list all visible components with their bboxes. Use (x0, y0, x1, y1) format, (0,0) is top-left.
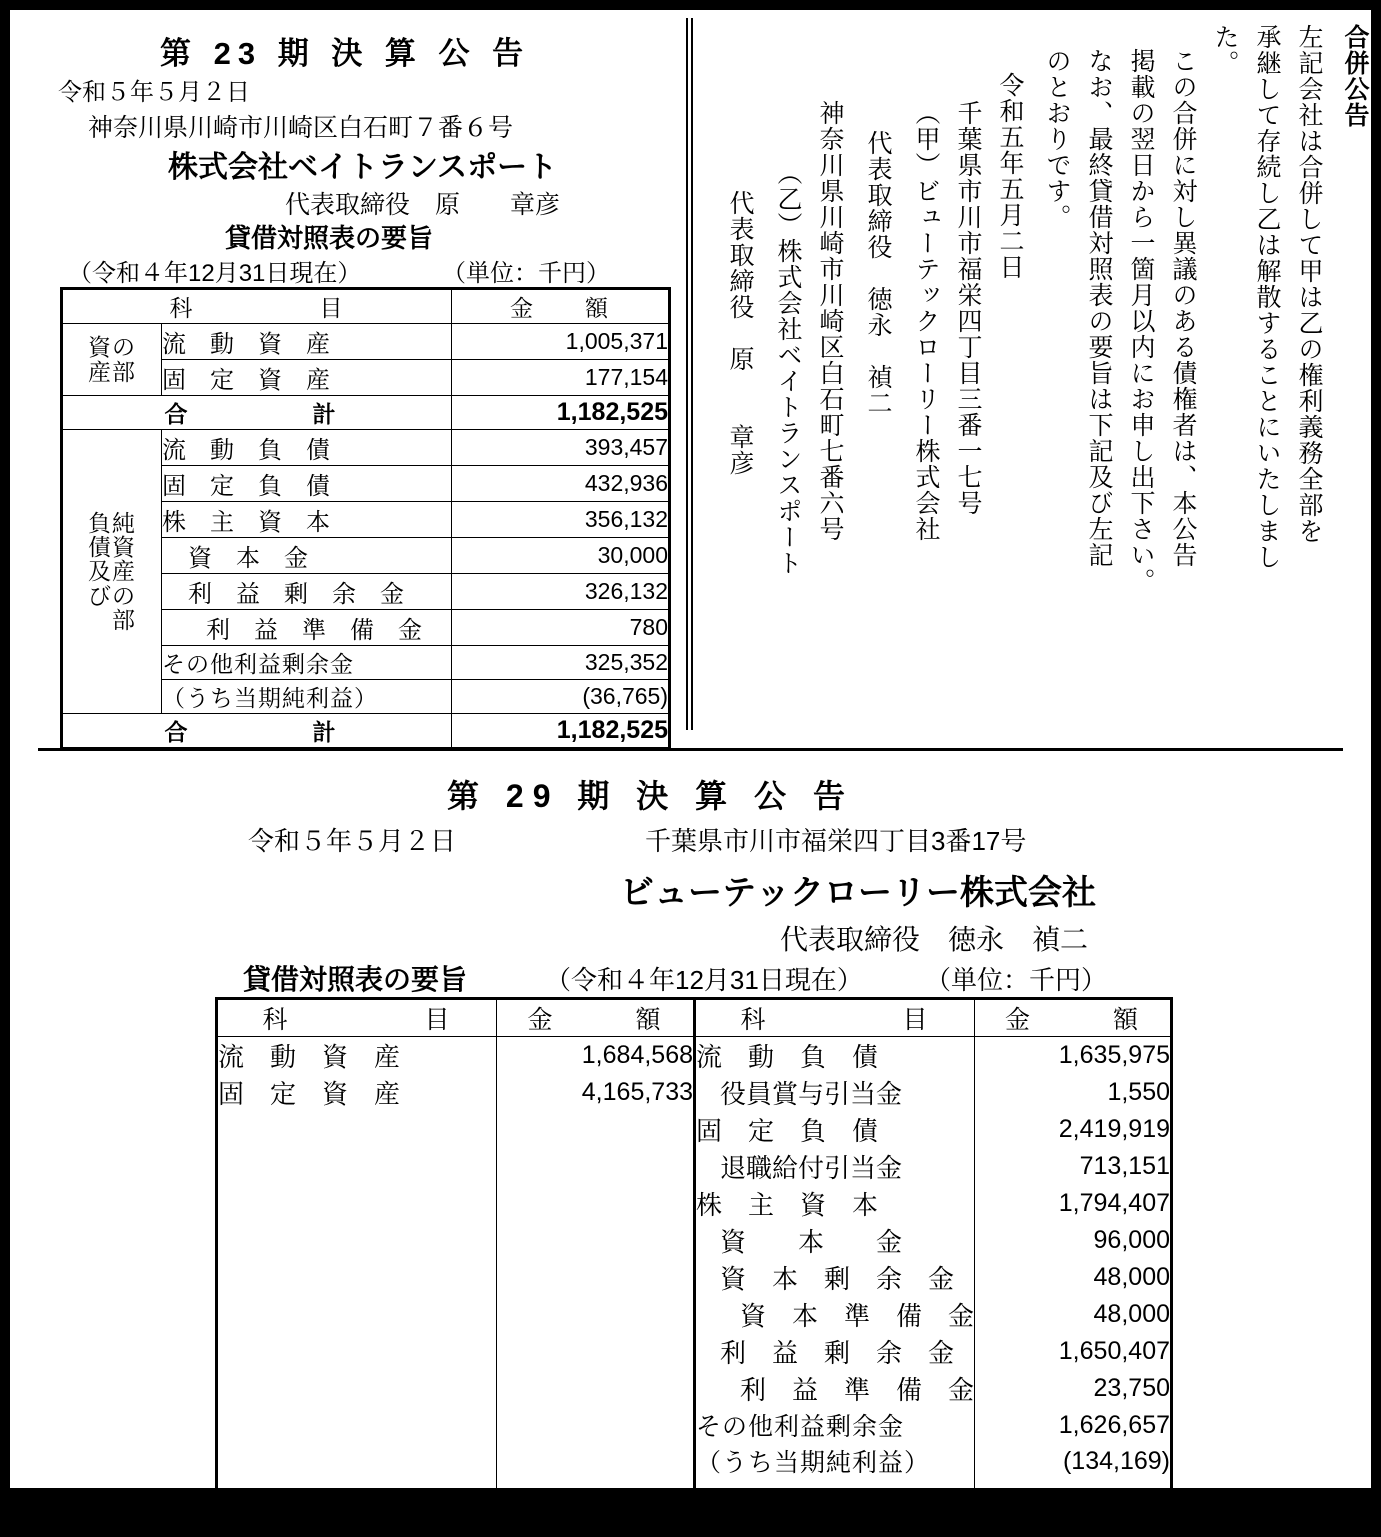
assets-total-amount: 1,182,525 (452, 396, 670, 430)
bottom-representative: 代表取締役 徳永 禎二 (780, 924, 1089, 955)
row-amount-right: 1,794,407 (975, 1185, 1172, 1222)
table-header-row (62, 289, 670, 324)
table-row (217, 1222, 1172, 1259)
row-amount: 356,132 (452, 502, 670, 538)
table-row (217, 1407, 1172, 1443)
row-amount-right: 96,000 (975, 1222, 1172, 1259)
th-item-left: 科 目 (217, 999, 497, 1037)
row-amount-right: 1,635,975 (975, 1037, 1172, 1075)
liabilities-total-amount: 5,850,302 (975, 1498, 1172, 1536)
row-amount-left-blank (497, 1185, 695, 1222)
top-company-name: 株式会社ベイトランスポート (168, 151, 558, 184)
row-amount: 326,132 (452, 574, 670, 610)
row-amount: 1,005,371 (452, 324, 670, 360)
top-representative: 代表取締役 原 章彦 (285, 191, 561, 219)
notice-line-3: た。 (1211, 24, 1239, 76)
row-amount-right: 1,650,407 (975, 1333, 1172, 1370)
row-label-right: 資 本 剰 余 金 (695, 1259, 975, 1296)
row-amount-left: 4,165,733 (497, 1074, 695, 1111)
table-header-row (217, 999, 1172, 1037)
row-amount-right: 1,626,657 (975, 1407, 1172, 1443)
top-page-title: 第 23 期 決 算 公 告 (160, 36, 531, 71)
table-total-row (217, 1498, 1172, 1536)
row-amount-left-blank (497, 1407, 695, 1443)
notice-line-6: なお、最終貸借対照表の要旨は下記及び左記 (1085, 48, 1113, 568)
row-label: 株 主 資 本 (162, 502, 452, 538)
row-label-left-blank (217, 1407, 497, 1443)
row-amount-right: 48,000 (975, 1259, 1172, 1296)
row-label-right: 固 定 負 債 (695, 1111, 975, 1148)
bottom-company-name: ビューテックローリー株式会社 (620, 874, 1096, 912)
row-amount-left-blank (497, 1443, 695, 1479)
notice-line-7: のとおりです。 (1043, 48, 1071, 230)
notice-line-2: 承継して存続し乙は解散することにいたしまし (1253, 24, 1281, 570)
row-label-right: 利 益 準 備 金 (695, 1370, 975, 1407)
spacer-left (217, 1479, 497, 1498)
assets-total-amount: 5,850,302 (497, 1498, 695, 1536)
table-row (62, 430, 670, 466)
liabilities-total-amount: 1,182,525 (452, 714, 670, 749)
assets-total-label: 合 計 (62, 396, 452, 430)
top-date: 令和５年５月２日 (58, 79, 250, 106)
row-amount-right: 713,151 (975, 1148, 1172, 1185)
row-label-right: 株 主 資 本 (695, 1185, 975, 1222)
table-row (217, 1185, 1172, 1222)
notice-date: 令和五年五月二日 (996, 72, 1024, 280)
section-vertical-divider (686, 18, 693, 730)
row-label-right: 利 益 剰 余 金 (695, 1333, 975, 1370)
table-row (217, 1370, 1172, 1407)
top-bs-unit: （単位：千円） (442, 260, 610, 287)
row-amount-left-blank (497, 1370, 695, 1407)
row-amount: 780 (452, 610, 670, 646)
th-amount: 金 額 (452, 289, 670, 324)
top-bs-asof: （令和４年12月31日現在） (68, 260, 362, 287)
spacer-right-amt (975, 1479, 1172, 1498)
notice-line-4: この合併に対し異議のある債権者は、本公告 (1169, 48, 1197, 568)
row-label-left-blank (217, 1443, 497, 1479)
row-label: 流 動 負 債 (162, 430, 452, 466)
liabilities-total-label: 負債・純資産合計 (695, 1498, 975, 1536)
table-row (217, 1037, 1172, 1075)
row-label-right: 役員賞与引当金 (695, 1074, 975, 1111)
row-label: 資 本 金 (162, 538, 452, 574)
section-horizontal-divider (38, 748, 1343, 751)
row-amount-left-blank (497, 1148, 695, 1185)
announcement-page (10, 10, 1371, 1532)
top-bs-title: 貸借対照表の要旨 (225, 223, 434, 253)
row-amount-left-blank (497, 1111, 695, 1148)
row-label-right: （うち当期純利益） (695, 1443, 975, 1479)
table-total-row (62, 714, 670, 749)
th-amount-right: 金 額 (975, 999, 1172, 1037)
assets-side-label: 資の 産部 (62, 324, 162, 396)
row-label: （うち当期純利益） (162, 680, 452, 714)
row-amount: 432,936 (452, 466, 670, 502)
row-amount-left-blank (497, 1333, 695, 1370)
row-label-right: 資 本 準 備 金 (695, 1296, 975, 1333)
notice-line-1: 左記会社は合併して甲は乙の権利義務全部を (1295, 24, 1323, 544)
bottom-page-title: 第 29 期 決 算 公 告 (447, 778, 854, 814)
bottom-bs-unit: （単位：千円） (925, 965, 1108, 995)
table-row (62, 324, 670, 360)
notice-otsu-rep: 代表取締役 原 章彦 (726, 190, 754, 476)
top-company-address: 神奈川県川崎市川崎区白石町７番６号 (88, 114, 514, 142)
row-label-left-blank (217, 1185, 497, 1222)
row-amount-right: (134,169) (975, 1443, 1172, 1479)
row-amount-right: 2,419,919 (975, 1111, 1172, 1148)
bottom-company-address: 千葉県市川市福栄四丁目3番17号 (645, 826, 1027, 856)
row-label-right: 資 本 金 (695, 1222, 975, 1259)
notice-line-5: 掲載の翌日から一箇月以内にお申し出下さい。 (1127, 48, 1155, 594)
row-label-left-blank (217, 1333, 497, 1370)
bottom-bs-title: 貸借対照表の要旨 (243, 964, 468, 995)
row-label: 利 益 準 備 金 (162, 610, 452, 646)
row-amount-left-blank (497, 1259, 695, 1296)
row-label-left: 流 動 資 産 (217, 1037, 497, 1075)
row-label-left-blank (217, 1148, 497, 1185)
notice-otsu-address: 神奈川県川崎市川崎区白石町七番六号 (816, 100, 844, 542)
row-label: 固 定 資 産 (162, 360, 452, 396)
row-label-left: 固 定 資 産 (217, 1074, 497, 1111)
top-balance-sheet-table (60, 287, 671, 750)
table-row (217, 1479, 1172, 1498)
row-amount: 393,457 (452, 430, 670, 466)
row-amount: 325,352 (452, 646, 670, 680)
row-amount-right: 23,750 (975, 1370, 1172, 1407)
bottom-balance-sheet-table (215, 997, 1173, 1537)
row-label-right: 退職給付引当金 (695, 1148, 975, 1185)
row-label: 固 定 負 債 (162, 466, 452, 502)
notice-otsu-company: （乙）株式会社ベイトランスポート (774, 160, 802, 576)
row-amount-right: 1,550 (975, 1074, 1172, 1111)
row-label-left-blank (217, 1222, 497, 1259)
row-label: 流 動 資 産 (162, 324, 452, 360)
bottom-date: 令和５年５月２日 (248, 826, 457, 856)
th-item: 科 目 (62, 289, 452, 324)
row-label-right: 流 動 負 債 (695, 1037, 975, 1075)
liabilities-side-label: 負純 債資 及産 びの 部 (62, 430, 162, 714)
liabilities-total-label: 合 計 (62, 714, 452, 749)
row-label-left-blank (217, 1111, 497, 1148)
notice-ko-company: （甲）ビューテックローリー株式会社 (912, 100, 940, 542)
row-amount-left-blank (497, 1222, 695, 1259)
th-item-right: 科 目 (695, 999, 975, 1037)
table-row (217, 1148, 1172, 1185)
notice-ko-rep: 代表取締役 徳永 禎二 (864, 130, 892, 416)
row-amount: (36,765) (452, 680, 670, 714)
table-row (217, 1333, 1172, 1370)
table-row (217, 1259, 1172, 1296)
spacer-left-amt (497, 1479, 695, 1498)
spacer-right (695, 1479, 975, 1498)
table-row (217, 1443, 1172, 1479)
row-label-left-blank (217, 1296, 497, 1333)
row-label: その他利益剰余金 (162, 646, 452, 680)
row-amount-right: 48,000 (975, 1296, 1172, 1333)
table-row (217, 1296, 1172, 1333)
top-announcement-section (10, 10, 1371, 745)
notice-ko-address: 千葉県市川市福栄四丁目三番一七号 (954, 100, 982, 516)
assets-total-label: 資 産 合 計 (217, 1498, 497, 1536)
th-amount-left: 金 額 (497, 999, 695, 1037)
row-label: 利 益 剰 余 金 (162, 574, 452, 610)
row-amount: 30,000 (452, 538, 670, 574)
row-amount: 177,154 (452, 360, 670, 396)
bottom-bs-asof: （令和４年12月31日現在） (545, 965, 863, 995)
row-amount-left-blank (497, 1296, 695, 1333)
row-amount-left: 1,684,568 (497, 1037, 695, 1075)
notice-heading: 合併公告 (1341, 24, 1369, 128)
table-total-row (62, 396, 670, 430)
row-label-left-blank (217, 1370, 497, 1407)
merger-notice-block (700, 10, 1371, 745)
row-label-left-blank (217, 1259, 497, 1296)
table-row (217, 1074, 1172, 1111)
table-row (217, 1111, 1172, 1148)
row-label-right: その他利益剰余金 (695, 1407, 975, 1443)
